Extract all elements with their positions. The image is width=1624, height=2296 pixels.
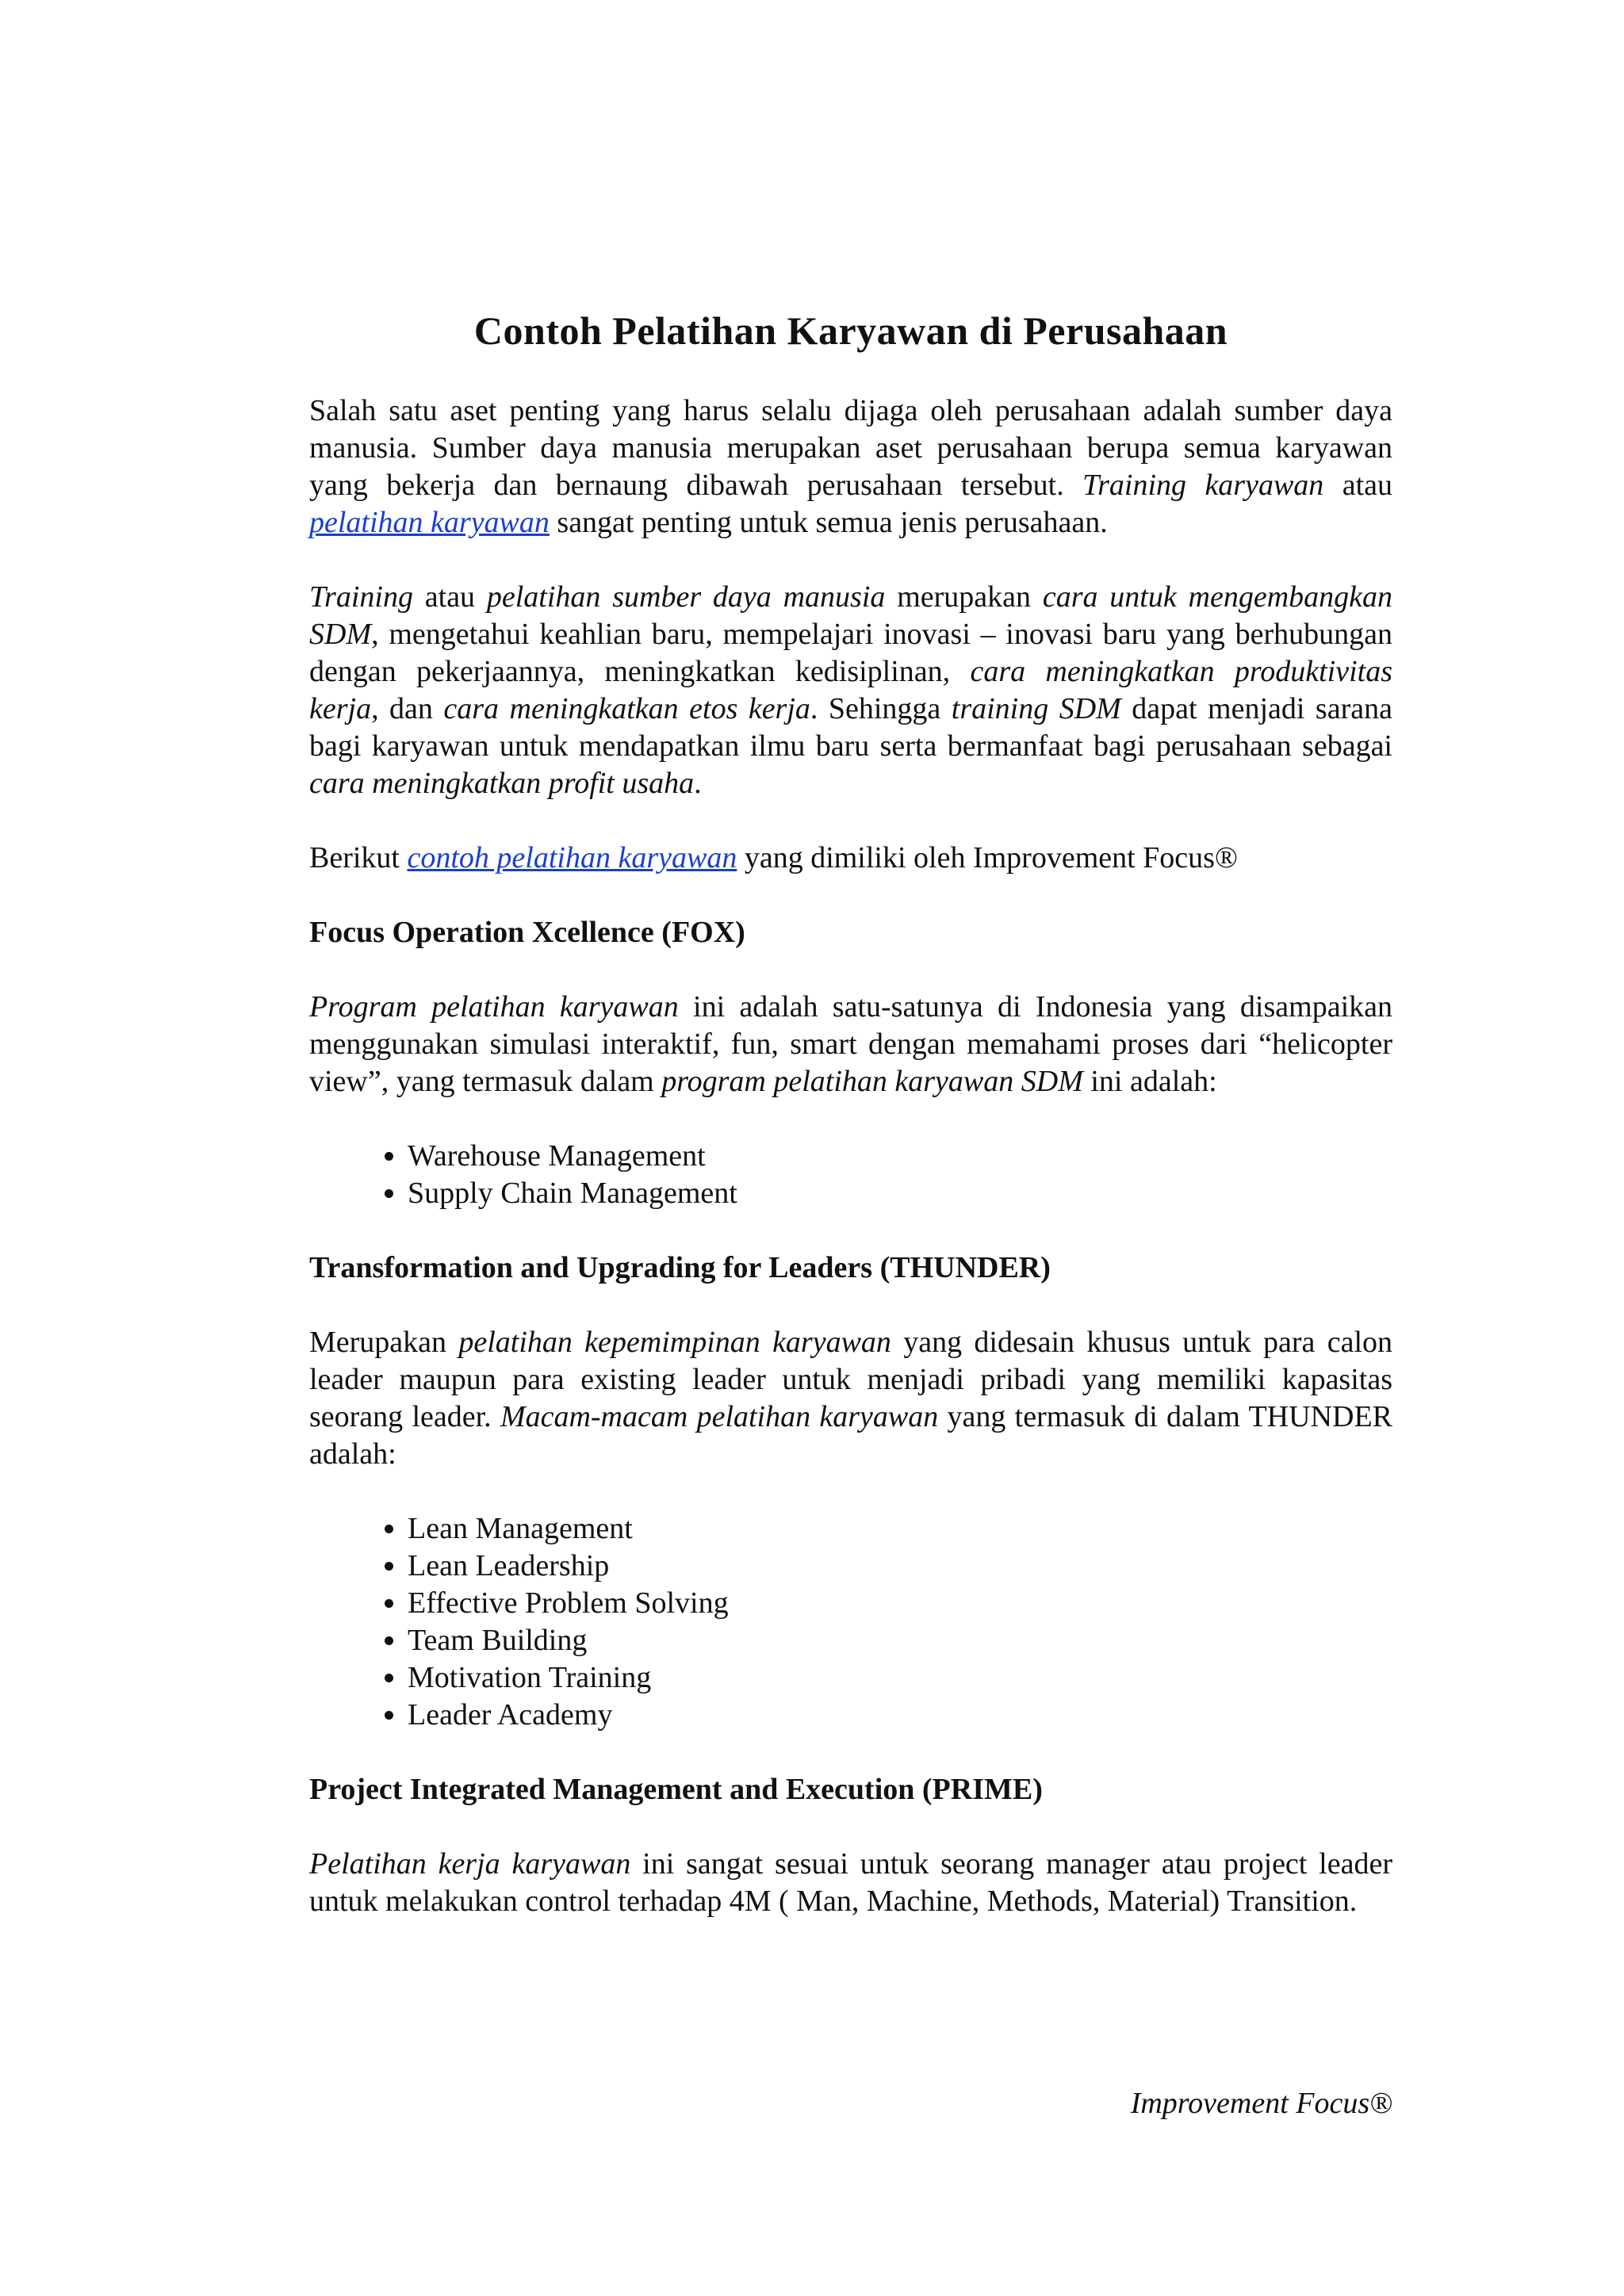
training-italic-text: cara meningkatkan etos kerja (443, 692, 810, 725)
document-body (309, 305, 1392, 1957)
training-italic-text: Training (309, 580, 413, 614)
list-item: • Supply Chain Management (408, 1175, 1392, 1212)
fox-text: ini adalah satu-satunya di Indonesia yang disampaikan menggunakan simulasi interaktif, fun, smart dengan memahami proses dari “helicopter view”, yang termasuk dalam (309, 990, 1392, 1098)
training-text: . Sehingga (810, 692, 952, 725)
training-italic-text: cara meningkatkan profit usaha (309, 767, 695, 800)
training-italic-text: training SDM (951, 692, 1121, 725)
training-text: , mengetahui keahlian baru, mempelajari inovasi – inovasi baru yang berhubungan dengan pekerjaannya, meningkatkan kedisiplinan, (309, 618, 1392, 688)
fox-heading: Focus Operation Xcellence (FOX) (309, 916, 745, 949)
fox-paragraph (309, 989, 1392, 1100)
training-text: , dan (371, 692, 444, 725)
page-title: Contoh Pelatihan Karyawan di Perusahaan (473, 308, 1228, 353)
training-text: atau (412, 580, 487, 614)
berikut-text: yang dimiliki oleh Improvement Focus® (737, 841, 1238, 874)
fox-list (309, 1138, 1392, 1212)
intro-paragraph (309, 392, 1392, 541)
list-item: • Warehouse Management (408, 1138, 1392, 1175)
berikut-paragraph (309, 840, 1392, 877)
training-italic-text: pelatihan sumber daya manusia (486, 580, 886, 614)
thunder-italic-text: Macam-macam pelatihan karyawan (500, 1400, 939, 1433)
training-italic-text: cara meningkatkan produktivitas kerja (309, 655, 1392, 725)
thunder-text: yang didesain khusus untuk para calon leader maupun para existing leader untuk menjadi pribadi yang memiliki kapasitas seorang leader. (309, 1326, 1392, 1433)
list-item: • Leader Academy (408, 1697, 1392, 1734)
training-text: dapat menjadi sarana bagi karyawan untuk mendapatkan ilmu baru serta bermanfaat bagi perusahaan sebagai (309, 692, 1392, 763)
training-paragraph (309, 579, 1392, 802)
training-text: . (694, 767, 702, 800)
list-item: • Motivation Training (408, 1659, 1392, 1697)
prime-italic-text: Pelatihan kerja karyawan (309, 1847, 631, 1881)
thunder-text: yang termasuk di dalam THUNDER adalah: (309, 1400, 1393, 1471)
pelatihan-karyawan-link[interactable]: pelatihan karyawan (309, 506, 550, 539)
list-item: • Effective Problem Solving (408, 1585, 1392, 1622)
list-item: • Team Building (408, 1622, 1392, 1659)
intro-text: sangat penting untuk semua jenis perusahaan. (549, 506, 1108, 539)
list-item: • Lean Leadership (408, 1548, 1392, 1585)
intro-italic-text: Training karyawan (1082, 469, 1324, 502)
thunder-list (309, 1510, 1392, 1734)
training-text: merupakan (885, 580, 1043, 614)
thunder-text: Merupakan (309, 1326, 459, 1359)
fox-italic-text: program pelatihan karyawan SDM (661, 1065, 1083, 1098)
prime-text: ini sangat sesuai untuk seorang manager atau project leader untuk melakukan control terhadap 4M ( Man, Machine, Methods, Material) Transition. (309, 1847, 1392, 1918)
intro-text: Salah satu aset penting yang harus selalu dijaga oleh perusahaan adalah sumber daya manusia. Sumber daya manusia merupakan aset perusahaan berupa semua karyawan yang bekerja dan bernaung dibawah perusahaan tersebut. (309, 394, 1392, 502)
contoh-pelatihan-karyawan-link[interactable]: contoh pelatihan karyawan (407, 841, 737, 874)
prime-heading: Project Integrated Management and Execution (PRIME) (309, 1773, 1043, 1806)
berikut-text: Berikut (309, 841, 408, 874)
thunder-paragraph (309, 1324, 1392, 1473)
fox-text: ini adalah: (1082, 1065, 1217, 1098)
thunder-italic-text: pelatihan kepemimpinan karyawan (458, 1326, 891, 1359)
list-item: • Lean Management (408, 1510, 1392, 1548)
fox-italic-text: Program pelatihan karyawan (309, 990, 679, 1024)
prime-paragraph (309, 1846, 1392, 1920)
training-italic-text: cara untuk mengembangkan SDM (309, 580, 1393, 651)
intro-text: atau (1323, 469, 1392, 502)
footer-brand: Improvement Focus® (1130, 2087, 1392, 2120)
thunder-heading: Transformation and Upgrading for Leaders (THUNDER) (309, 1251, 1051, 1284)
